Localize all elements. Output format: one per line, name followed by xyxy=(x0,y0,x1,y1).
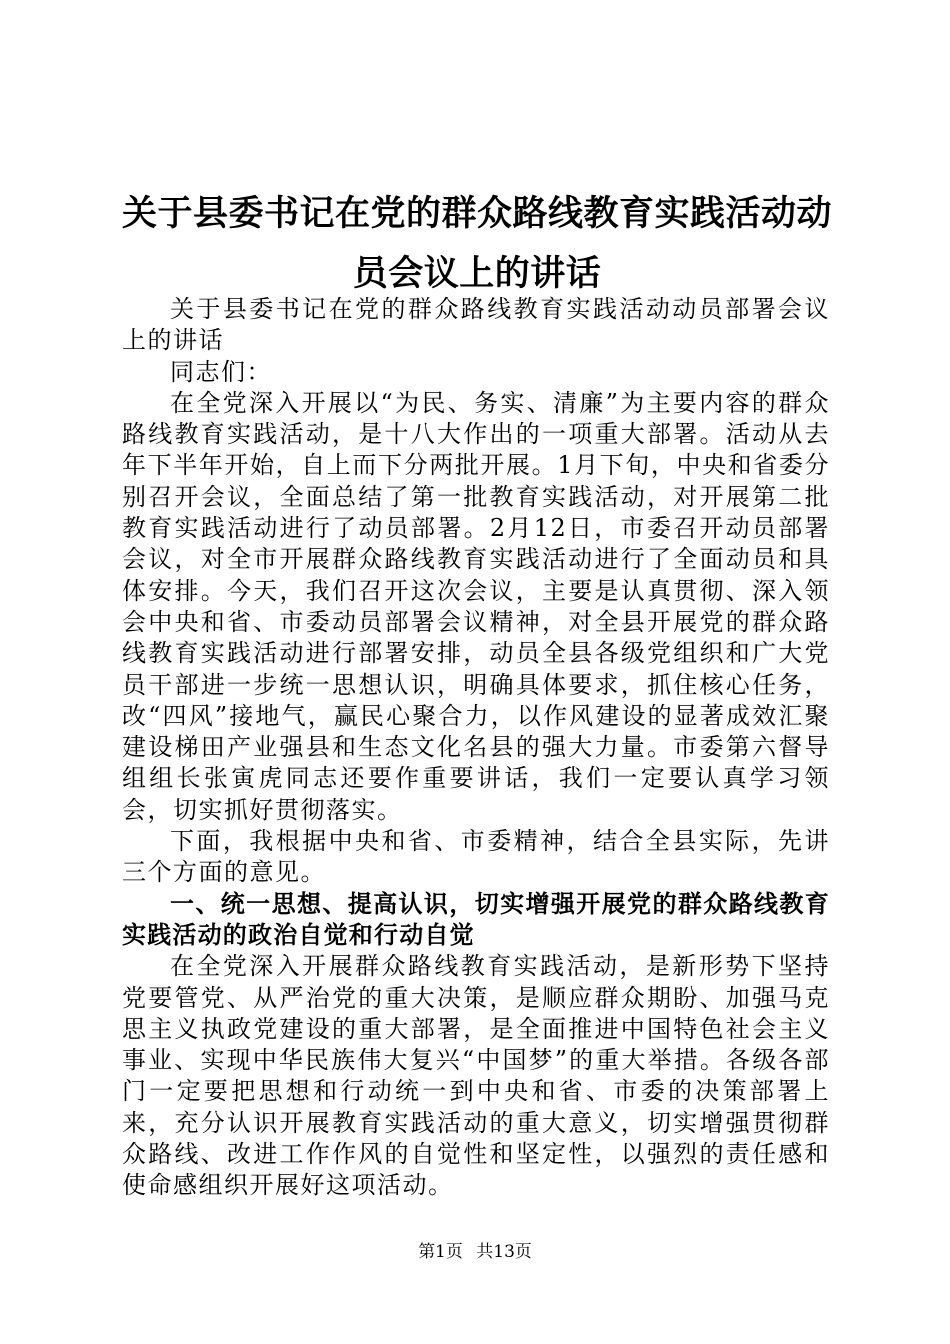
page-total: 共13页 xyxy=(476,1242,532,1262)
paragraph-intro: 在全党深入开展以“为民、务实、清廉”为主要内容的群众路线教育实践活动，是十八大作出的一项重大部署。活动从去年下半年开始，自上而下分两批开展。1月下旬，中央和省委分别召开会议，全面总结了第一批教育实践活动，对开展第二批教育实践活动进行了动员部署。2月12日，市委召开动员部署会议，对全市开展群众路线教育实践活动进行了全面动员和具体安排。今天，我们召开这次会议，主要是认真贯彻、深入领会中央和省、市委动员部署会议精神，对全县开展党的群众路线教育实践活动进行部署安排，动员全县各级党组织和广大党员干部进一步统一思想认识，明确具体要求，抓住核心任务，改“四风”接地气，赢民心聚合力，以作风建设的显著成效汇聚建设梯田产业强县和生态文化名县的强大力量。市委第六督导组组长张寅虎同志还要作重要讲话，我们一定要认真学习领会，切实抓好贯彻落实。 xyxy=(122,388,830,824)
section-heading-1: 一、统一思想、提高认识，切实增强开展党的群众路线教育实践活动的政治自觉和行动自觉 xyxy=(122,889,830,949)
paragraph-subtitle: 关于县委书记在党的群众路线教育实践活动动员部署会议上的讲话 xyxy=(122,295,830,355)
paragraph-salutation: 同志们： xyxy=(170,357,272,386)
document-body xyxy=(122,294,830,1202)
page-number: 第1页 xyxy=(418,1242,463,1262)
document-title: 关于县委书记在党的群众路线教育实践活动动员会议上的讲话 xyxy=(122,194,833,294)
paragraph-section-1: 在全党深入开展群众路线教育实践活动，是新形势下坚持党要管党、从严治党的重大决策，是顺应群众期盼、加强马克思主义执政党建设的重大部署，是全面推进中国特色社会主义事业、实现中华民族伟大复兴“中国梦”的重大举措。各级各部门一定要把思想和行动统一到中央和省、市委的决策部署上来，充分认识开展教育实践活动的重大意义，切实增强贯彻群众路线、改进工作作风的自觉性和坚定性，以强烈的责任感和使命感组织开展好这项活动。 xyxy=(122,952,830,1200)
paragraph-outline: 下面，我根据中央和省、市委精神，结合全县实际，先讲三个方面的意见。 xyxy=(122,827,830,887)
page-footer xyxy=(0,1240,950,1264)
